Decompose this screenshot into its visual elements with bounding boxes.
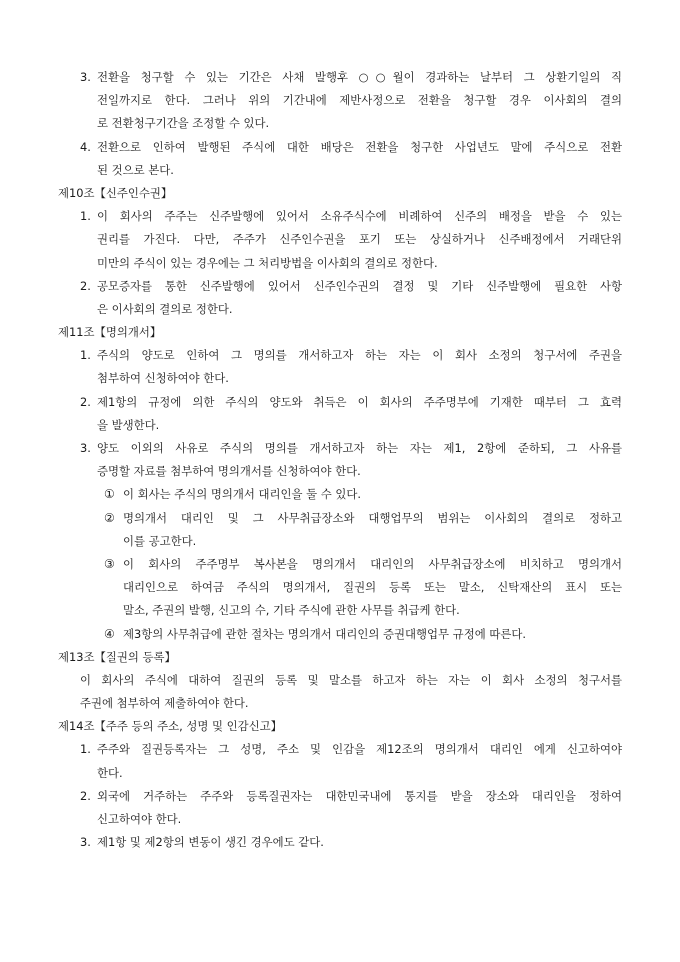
item-text: 증명할 자료를 첨부하여 명의개서를 신청하여야 한다. <box>97 464 361 479</box>
list-item-continuation <box>0 460 680 483</box>
item-text: 공모증자를 통한 신주발행에 있어서 신주인수권의 결정 및 기타 신주발행에 필요한 사항 <box>97 278 622 293</box>
list-item <box>0 205 622 228</box>
list-item <box>0 831 680 854</box>
article-heading: 제13조【질권의 등록】 <box>58 649 176 664</box>
item-text: 이를 공고한다. <box>123 533 197 548</box>
item-text: 전환으로 인하여 발행된 주식에 대한 배당은 전환을 청구한 사업년도 말에 주식으로 전환 <box>97 139 622 154</box>
list-item-continuation <box>0 159 680 182</box>
item-text: 이 회사의 주주명부 복사본을 명의개서 대리인의 사무취급장소에 비치하고 명의개서 <box>123 556 622 571</box>
sub-item <box>0 553 622 576</box>
item-text: 이 회사는 주식의 명의개서 대리인을 둘 수 있다. <box>123 487 362 502</box>
sub-item-continuation <box>0 599 680 622</box>
item-text: 양도 이외의 사유로 주식의 명의를 개서하고자 하는 자는 제1, 2항에 준하되, 그 사유를 <box>97 441 622 455</box>
item-text: 한다. <box>97 765 123 780</box>
paragraph-line <box>0 692 680 715</box>
sub-item-continuation <box>0 576 622 599</box>
paragraph-text: 주권에 첨부하여 제출하여야 한다. <box>80 696 249 711</box>
list-item-continuation <box>0 228 622 251</box>
sub-item <box>0 507 622 530</box>
item-number: 3. <box>80 835 91 850</box>
item-text: 제1항 및 제2항의 변동이 생긴 경우에도 같다. <box>97 835 324 850</box>
list-item <box>0 738 622 761</box>
circled-number: ④ <box>104 626 115 641</box>
item-text: 외국에 거주하는 주주와 등록질권자는 대한민국내에 통지를 받을 장소와 대리인을 정하여 <box>97 788 622 803</box>
item-number: 2. <box>80 394 91 409</box>
list-item <box>0 275 622 298</box>
item-text: 대리인으로 하여금 주식의 명의개서, 질권의 등록 또는 말소, 신탁재산의 표시 또는 <box>123 580 622 595</box>
list-item <box>0 66 622 89</box>
list-item <box>0 785 622 808</box>
item-number: 3. <box>80 441 91 455</box>
item-text: 전일까지로 한다. 그러나 위의 기간내에 제반사정으로 전환을 청구할 경우 이사회의 결의 <box>97 93 622 108</box>
article-heading: 제10조【신주인수권】 <box>58 185 173 200</box>
sub-item <box>0 623 680 646</box>
list-item-continuation <box>0 252 680 275</box>
circled-number: ② <box>104 510 115 525</box>
item-number: 2. <box>80 278 91 293</box>
item-text: 미만의 주식이 있는 경우에는 그 처리방법을 이사회의 결의로 정한다. <box>97 255 438 270</box>
list-item-continuation <box>0 298 680 321</box>
item-text: 로 전환청구기간을 조정할 수 있다. <box>97 116 270 131</box>
item-text: 이 회사의 주주는 신주발행에 있어서 소유주식수에 비례하여 신주의 배정을 받을 수 있는 <box>97 209 622 224</box>
circled-number: ③ <box>104 556 115 571</box>
item-text: 주식의 양도로 인하여 그 명의를 개서하고자 하는 자는 이 회사 소정의 청구서에 주권을 <box>97 348 622 363</box>
item-number: 1. <box>80 209 91 224</box>
item-text: 제1항의 규정에 의한 주식의 양도와 취득은 이 회사의 주주명부에 기재한 때부터 그 효력 <box>97 394 622 409</box>
list-item <box>0 391 622 414</box>
list-item-continuation <box>0 808 680 831</box>
list-item-continuation <box>0 762 680 785</box>
list-item <box>0 437 622 460</box>
item-text: 된 것으로 본다. <box>97 162 174 177</box>
paragraph-line <box>0 669 622 692</box>
list-item <box>0 136 622 159</box>
item-number: 1. <box>80 742 91 757</box>
item-text: 을 발생한다. <box>97 417 160 432</box>
item-text: 신고하여야 한다. <box>97 812 182 826</box>
list-item-continuation <box>0 414 680 437</box>
circled-number: ① <box>104 487 115 502</box>
paragraph-text: 이 회사의 주식에 대하여 질권의 등록 및 말소를 하고자 하는 자는 이 회사 소정의 청구서를 <box>80 672 622 687</box>
item-text: 제3항의 사무취급에 관한 절차는 명의개서 대리인의 증권대행업무 규정에 따른다. <box>123 626 526 641</box>
list-item-continuation <box>0 89 622 112</box>
item-text: 주주와 질권등록자는 그 성명, 주소 및 인감을 제12조의 명의개서 대리인 에게 신고하여야 <box>97 742 622 757</box>
item-number: 3. <box>80 70 91 84</box>
list-item-continuation <box>0 112 680 135</box>
list-item-continuation <box>0 367 680 390</box>
article-heading: 제11조【명의개서】 <box>58 325 162 340</box>
item-text: 첨부하여 신청하여야 한다. <box>97 371 229 386</box>
sub-item-continuation <box>0 530 680 553</box>
item-text: 전환을 청구할 수 있는 기간은 사채 발행후 ○○월이 경과하는 날부터 그 상환기일의 직 <box>97 70 622 84</box>
item-number: 1. <box>80 348 91 363</box>
item-text: 말소, 주권의 발행, 신고의 수, 기타 주식에 관한 사무를 취급케 한다. <box>123 603 460 618</box>
item-text: 명의개서 대리인 및 그 사무취급장소와 대행업무의 범위는 이사회의 결의로 정하고 <box>123 510 622 525</box>
item-text: 권리를 가진다. 다만, 주주가 신주인수권을 포기 또는 상실하거나 신주배정에서 거래단위 <box>97 232 622 247</box>
sub-item <box>0 483 622 506</box>
item-number: 2. <box>80 788 91 803</box>
document-page <box>0 66 680 854</box>
item-text: 은 이사회의 결의로 정한다. <box>97 301 233 316</box>
list-item <box>0 344 622 367</box>
item-number: 4. <box>80 139 91 154</box>
article-heading: 제14조【주주 등의 주소, 성명 및 인감신고】 <box>58 719 283 734</box>
